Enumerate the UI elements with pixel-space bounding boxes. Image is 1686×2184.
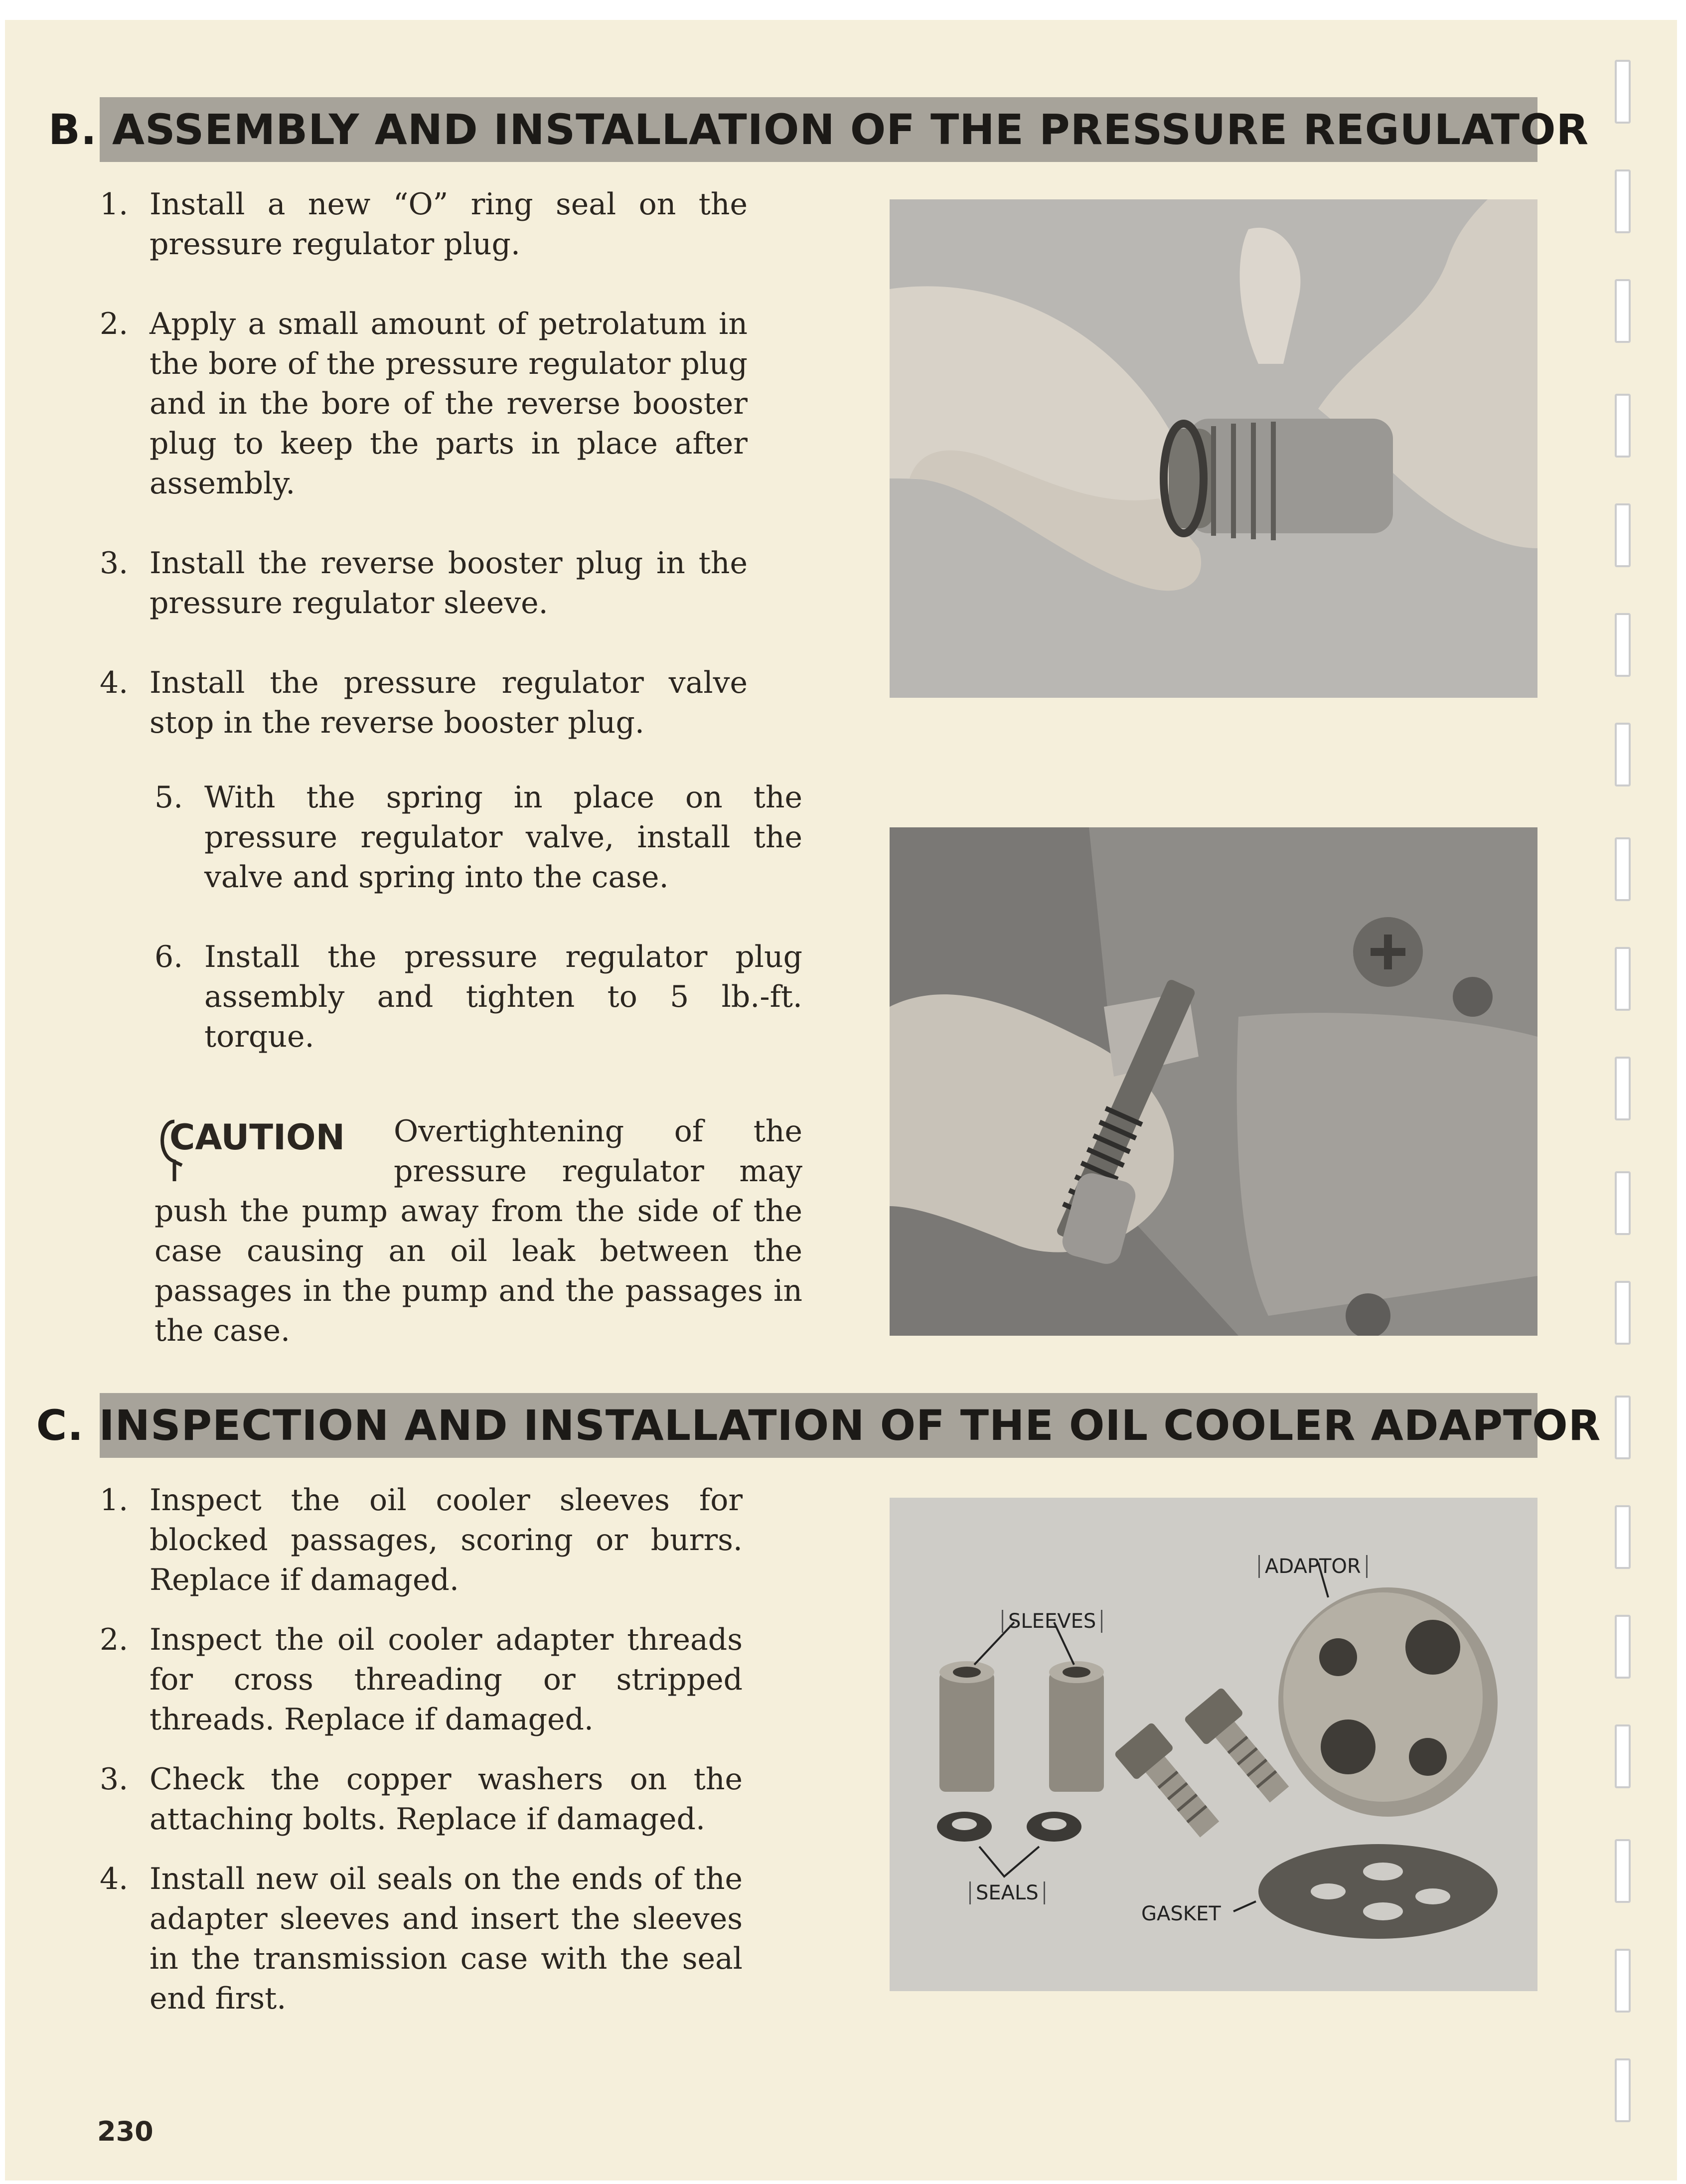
- label-gasket: GASKET: [1141, 1902, 1221, 1925]
- label-adaptor: ADAPTOR: [1258, 1555, 1368, 1578]
- binder-hole: [1615, 613, 1631, 677]
- binder-hole: [1615, 503, 1631, 567]
- binder-hole: [1615, 723, 1631, 786]
- binder-hole: [1615, 2058, 1631, 2122]
- binder-hole: [1615, 1724, 1631, 1788]
- caution-label: CAUTION: [169, 1117, 345, 1158]
- caution-text: Overtightening of the pressure regulator may push the pump away from the side of the case causing an oil leak between the passages in the pump and the passages in the case.: [154, 1114, 802, 1348]
- list-item: 6. Install the pressure regulator plug assembly and tighten to 5 lb.-ft. torque.: [154, 939, 802, 1054]
- binder-hole: [1615, 169, 1631, 233]
- binder-hole: [1615, 1396, 1631, 1459]
- binder-hole: [1615, 1171, 1631, 1235]
- binder-hole: [1615, 1839, 1631, 1903]
- label-sleeves: SLEEVES: [1002, 1610, 1102, 1633]
- list-item: 2. Apply a small amount of petrolatum in the bore of the pressure regulator plug and in the bore of the reverse booster plug to keep the parts in place after assembly.: [100, 307, 748, 501]
- list-item: 3. Install the reverse booster plug in the pressure regulator sleeve.: [100, 546, 748, 621]
- label-seals: SEALS: [969, 1881, 1045, 1904]
- section-c-steps: [100, 1480, 743, 2019]
- section-b-steps-lower: [154, 778, 802, 1057]
- binder-hole: [1615, 394, 1631, 458]
- binder-hole: [1615, 837, 1631, 901]
- page-number: 230: [97, 2116, 153, 2147]
- list-item: 4. Install the pressure regulator valve stop in the reverse booster plug.: [100, 665, 748, 740]
- list-item: 1. Inspect the oil cooler sleeves for blocked passages, scoring or burrs. Replace if damaged.: [100, 1483, 743, 1597]
- caution-note: [154, 1111, 802, 1351]
- binder-hole: [1615, 1281, 1631, 1345]
- list-item: 1. Install a new “O” ring seal on the pressure regulator plug.: [100, 187, 748, 262]
- binder-hole: [1615, 279, 1631, 343]
- manual-page: [5, 20, 1677, 2181]
- binder-hole: [1615, 947, 1631, 1011]
- photo-valve-spring: [890, 827, 1537, 1336]
- section-c-title: C. INSPECTION AND INSTALLATION OF THE OIL COOLER ADAPTOR: [100, 1393, 1537, 1458]
- caution-badge: [154, 1111, 394, 1186]
- list-item: 4. Install new oil seals on the ends of the adapter sleeves and insert the sleeves in the transmission case with the seal end first.: [100, 1862, 743, 2016]
- binder-hole: [1615, 1615, 1631, 1679]
- hands-plug-photo: [890, 199, 1537, 698]
- binder-hole: [1615, 60, 1631, 124]
- valve-spring-photo: [890, 827, 1537, 1336]
- binder-hole: [1615, 1505, 1631, 1569]
- photo-plug-assembly: [890, 199, 1537, 698]
- list-item: 5. With the spring in place on the pressure regulator valve, install the valve and spring into the case.: [154, 780, 802, 895]
- section-b-steps-upper: [100, 184, 748, 743]
- list-item: 3. Check the copper washers on the attaching bolts. Replace if damaged.: [100, 1762, 743, 1837]
- photo-oil-cooler-parts: [890, 1498, 1537, 1991]
- section-b-title: B. ASSEMBLY AND INSTALLATION OF THE PRESSURE REGULATOR: [100, 97, 1537, 162]
- binder-hole: [1615, 1949, 1631, 2013]
- list-item: 2. Inspect the oil cooler adapter threads for cross threading or stripped threads. Replace if damaged.: [100, 1622, 743, 1737]
- binder-hole: [1615, 1057, 1631, 1120]
